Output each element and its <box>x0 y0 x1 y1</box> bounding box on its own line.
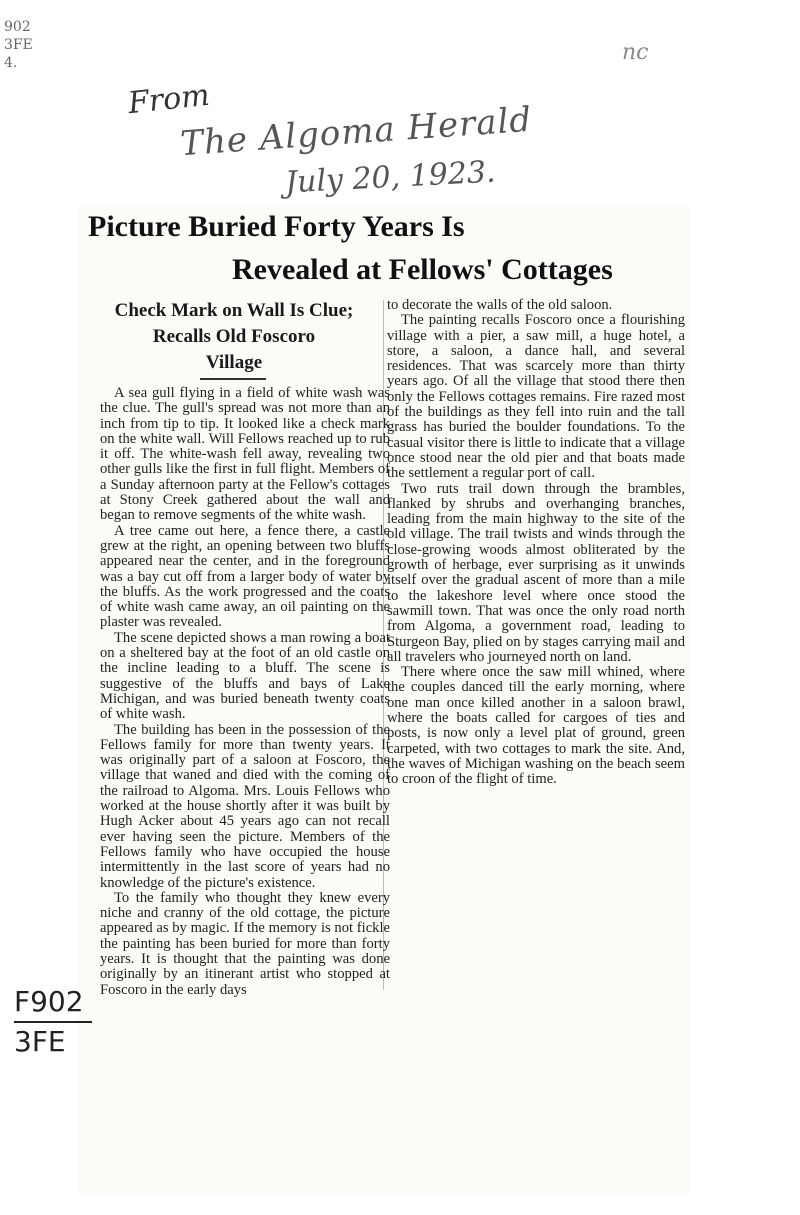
date-note: July 20, 1923. <box>284 154 497 201</box>
article-paragraph: to decorate the walls of the old saloon. <box>387 297 613 313</box>
subheadline <box>84 298 384 376</box>
corner-note <box>4 18 33 72</box>
catalog-code <box>14 985 92 1059</box>
article-paragraph: The building has been in the possession of the Fellows family for more than twenty years. It was originally part of a saloon at Foscoro, the village that waned and died with the coming of the railroad to Algoma. Mrs. Louis Fellows who worked at the house shortly after it was built by Hugh Acker about 45 years ago can not recall ever having seen the picture. Members of the Fellows family who have occupied the house intermittently in the last score of years had no knowledge of the picture's existence. <box>100 721 390 891</box>
article-column-right <box>387 298 685 788</box>
catalog-code-top: F902 <box>14 985 84 1018</box>
corner-note-line: 902 <box>4 19 31 35</box>
subhead-line: Check Mark on Wall Is Clue; <box>114 300 354 321</box>
article-column-left <box>100 386 390 998</box>
article-paragraph: The painting recalls Foscoro once a flourishing village with a pier, a saw mill, a huge hotel, a store, a saloon, a dance hall, and several residences. That was scarcely more than thirty years ago. Of all the village that stood there then only the Fellows cottages remains. Fire razed most of the buildings as they fell into ruin and the tall grass has buried the boulder foundations. To the casual visitor there is little to indicate that a village once stood near the old pier and that boats made the settlement a regular port of call. <box>387 312 685 482</box>
subhead-line: Village <box>205 352 263 373</box>
source-paper-note: The Algoma Herald <box>179 99 534 165</box>
article-paragraph: There where once the saw mill whined, where the couples danced till the early morning, where one man once killed another in a saloon brawl, where the boats called for cargoes of ties and posts, is now only a level plat of ground, green carpeted, with two cottages to mark the site. And, the waves of Michigan washing on the beach seem to croon of the flight of time. <box>387 664 685 788</box>
article-paragraph: The scene depicted shows a man rowing a boat on a sheltered bay at the foot of an old castle on the incline leading to a bluff. The scene is suggestive of the bluffs and bays of Lake Michigan, and was buried beneath twenty coats of white wash. <box>100 629 390 723</box>
article-paragraph: Two ruts trail down through the brambles, flanked by shrubs and overhanging branches, leading from the main highway to the site of the old village. The trail twists and winds through the close-growing woods almost obliterated by the growth of herbage, ever surprising as it unwinds itself over the gradual ascent of more than a mile to the lakeshore level where once stood the sawmill town. That was once the only road north from Algoma, a government road, leading to Sturgeon Bay, plied on by stages carrying mail and all travelers who journeyed north on land. <box>387 480 685 665</box>
corner-note-line: 4. <box>4 55 18 71</box>
nc-note: nc <box>622 40 649 65</box>
catalog-code-rule <box>14 1021 92 1023</box>
subhead-rule <box>200 378 266 380</box>
headline-line-2: Revealed at Fellows' Cottages <box>232 253 613 286</box>
catalog-code-bottom: 3FE <box>14 1025 66 1058</box>
corner-note-line: 3FE <box>4 37 33 53</box>
article-paragraph: A sea gull flying in a field of white wash was the clue. The gull's spread was not more than an inch from tip to tip. It looked like a check mark on the white wall. Will Fellows reached up to rub it off. The white-wash fell away, revealing two other gulls like the first in full flight. Members of a Sunday afternoon party at the Fellow's cottages at Stony Creek gathered about the wall and began to remove segments of the white wash. <box>100 385 390 524</box>
headline-line-1: Picture Buried Forty Years Is <box>88 210 465 243</box>
subhead-line: Recalls Old Foscoro <box>152 326 316 347</box>
article-paragraph: A tree came out here, a fence there, a castle grew at the right, an opening between two bluffs appeared near the center, and in the foreground was a bay cut off from a larger body of water by the bluffs. As the work progressed and the coats of white wash came away, an oil painting on the plaster was revealed. <box>100 522 390 631</box>
article-paragraph: To the family who thought they knew every niche and cranny of the old cottage, the picture appeared as by magic. If the memory is not fickle the painting has been buried for more than forty years. It is thought that the painting was done originally by an itinerant artist who stopped at Foscoro in the early days <box>100 889 390 998</box>
from-note: From <box>126 77 212 122</box>
